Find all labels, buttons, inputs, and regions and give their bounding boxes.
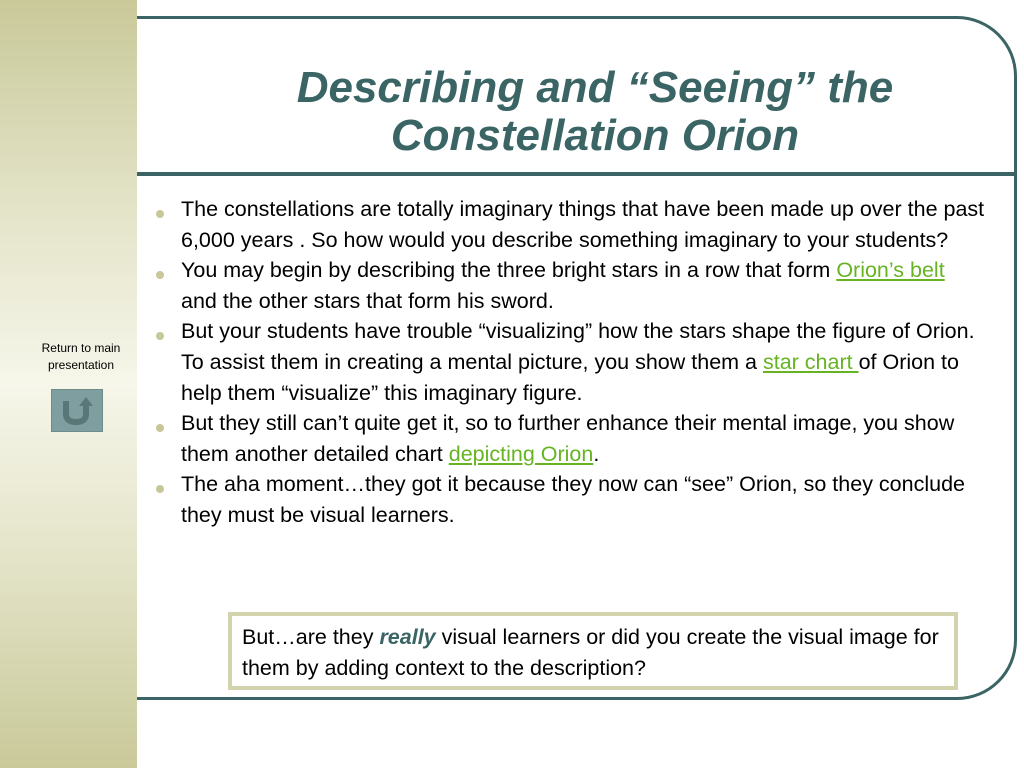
bullet-dot-icon [156, 271, 164, 279]
bullet-text: You may begin by describing the three bright stars in a row that form [181, 258, 837, 283]
orions-belt-link[interactable]: Orion’s belt [836, 258, 945, 283]
bullet-dot-icon [156, 424, 164, 432]
callout-emphasis: really [379, 625, 436, 649]
callout-box [228, 612, 958, 690]
callout-text: visual learners or did you create the visual image for them by adding context to the description? [242, 625, 939, 680]
bullet-text: The constellations are totally imaginary things that have been made up over the past 6,000 years . So how would you describe something imaginary to your students? [181, 197, 985, 252]
bullet-text: and the other stars that form his sword. [181, 288, 554, 313]
slide-title [185, 64, 1005, 160]
bullet-dot-icon [156, 332, 164, 340]
bullet-text: But your students have trouble “visualizing” how the stars shape the figure of Orion. To assist them in creating a mental picture, you show them a [181, 319, 975, 374]
bullet-text: The aha moment…they got it because they now can “see” Orion, so they conclude they must be visual learners. [181, 472, 965, 527]
bullet-text: But they still can’t quite get it, so to further enhance their mental image, you show them another detailed chart [181, 411, 955, 466]
bullet-item [155, 469, 985, 530]
bullet-item [155, 316, 985, 408]
bullet-text: . [593, 441, 600, 466]
bullet-dot-icon [156, 210, 164, 218]
bullet-dot-icon [156, 485, 164, 493]
u-turn-return-icon [52, 390, 102, 431]
callout-text: But…are they [242, 625, 380, 649]
sidebar [0, 0, 137, 768]
bullet-item [155, 408, 985, 469]
slide-title-line-2: Constellation Orion [390, 111, 800, 160]
depicting-orion-link[interactable]: depicting Orion [448, 441, 594, 466]
bullet-list [155, 194, 985, 531]
slide-title-line-1: Describing and “Seeing” the [296, 63, 894, 112]
return-to-main-label: Return to main presentation [41, 341, 121, 372]
bullet-text: of Orion to help them “visualize” this imaginary figure. [181, 349, 959, 405]
bullet-item [155, 255, 985, 316]
star-chart-link[interactable]: star chart [762, 349, 859, 374]
title-divider [137, 172, 1017, 176]
return-to-main-button[interactable] [51, 389, 103, 432]
bullet-item [155, 194, 985, 255]
